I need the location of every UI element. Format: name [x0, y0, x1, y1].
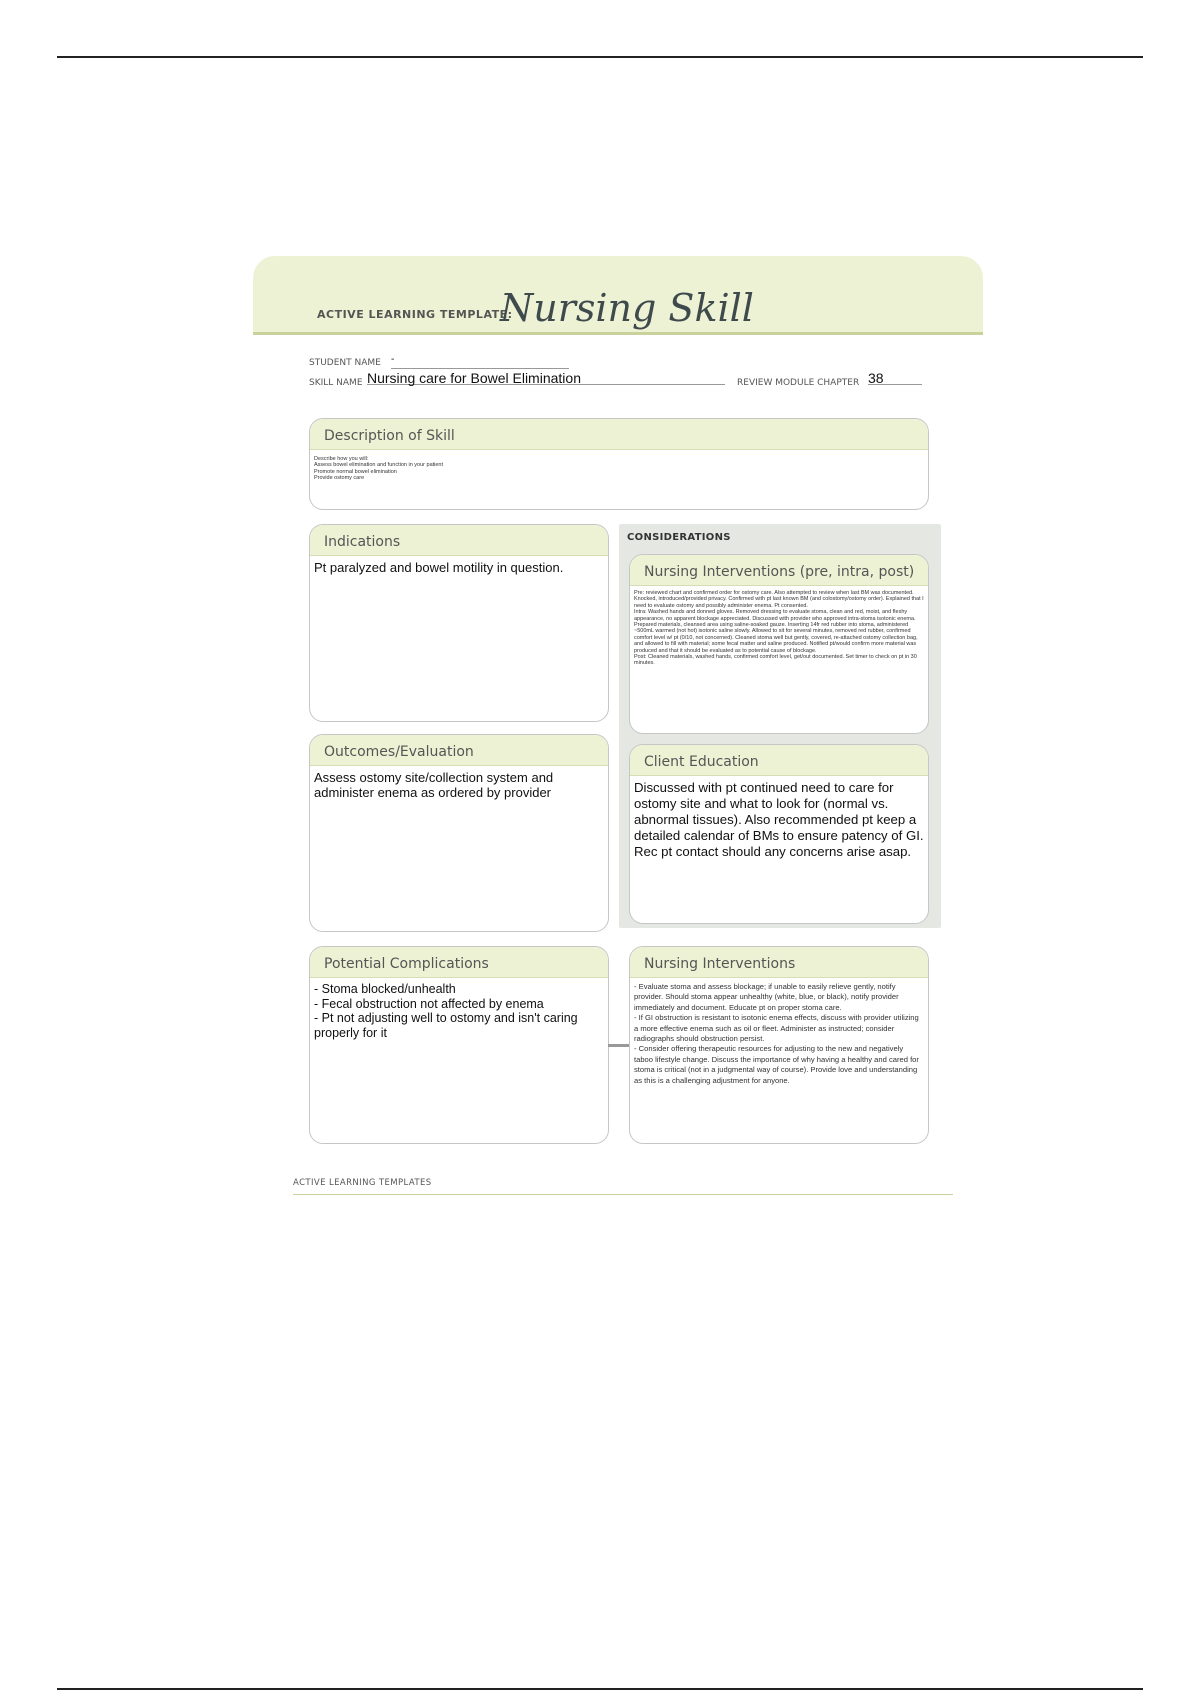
client-education-text[interactable]: Discussed with pt continued need to care for ostomy site and what to look for (normal vs. abnormal tissues). Also recommended pt keep a detailed calendar of BMs to ensure patency of GI. Rec pt contact should any concerns arise asap. [634, 780, 924, 859]
considerations-panel [619, 524, 941, 928]
description-text[interactable]: Describe how you will: Assess bowel elimination and function in your patient Promote normal bowel elimination Provide ostomy care [314, 456, 444, 482]
nursing-interventions-pip-box [629, 554, 929, 734]
outcomes-box [309, 734, 609, 932]
complications-title: Potential Complications [310, 947, 608, 978]
description-title: Description of Skill [310, 419, 928, 450]
indications-title: Indications [310, 525, 608, 556]
nursing-interventions-box [629, 946, 929, 1144]
student-name-label: STUDENT NAME [309, 358, 381, 368]
review-module-label: REVIEW MODULE CHAPTER [737, 378, 860, 388]
template-label: ACTIVE LEARNING TEMPLATE: [317, 308, 513, 321]
bottom-rule [57, 1688, 1143, 1690]
nursing-interventions-title: Nursing Interventions [630, 947, 928, 978]
outcomes-title: Outcomes/Evaluation [310, 735, 608, 766]
template-banner [253, 256, 983, 335]
top-rule [57, 56, 1143, 58]
skill-name-field[interactable]: Nursing care for Bowel Elimination [367, 370, 725, 385]
nursing-skill-template [253, 256, 983, 1201]
client-education-box [629, 744, 929, 924]
skill-name-label: SKILL NAME [309, 378, 363, 388]
nursing-interventions-text[interactable]: - Evaluate stoma and assess blockage; if unable to easily relieve gently, notify provider. Should stoma appear unhealthy (white, blue, or black), notify provider immediately and document. Educate pt on proper stoma care. - If GI obstruction is resistant to isotonic enema effects, discuss with provider utilizing a more effective enema such as oil or fleet. Administer as instructed; consider radiographs should obstruction persist. - Consider offering therapeutic resources for adjusting to the new and negatively taboo lifestyle change. Discuss the importance of why having a healthy and cared for stoma is critical (not in a judgmental way of course). Provide love and understanding as this is a challenging adjustment for anyone. [634, 982, 919, 1085]
indications-box [309, 524, 609, 722]
indications-text[interactable]: Pt paralyzed and bowel motility in question. [314, 560, 564, 575]
complications-text[interactable]: - Stoma blocked/unhealth - Fecal obstruction not affected by enema - Pt not adjusting well to ostomy and isn't caring properly for it [314, 982, 578, 1040]
nursing-interventions-pip-text[interactable]: Pre: reviewed chart and confirmed order for ostomy care. Also attempted to review when last BM was documented. Knocked, introduced/provided privacy. Confirmed with pt last known BM (and colostomy/ostomy order). Explained that I need to evaluate ostomy and possibly administer enema. Pt consented. Intra: Washed hands and donned gloves. Removed dressing to evaluate stoma, clean and red, moist, and fleshy appearance, no apparent blockage appreciated. Discussed with provider who approved intra-stoma isotonic enema. Prepared materials, cleansed area using saline-soaked gauze. Inserting 14fr red rubber into stoma, administered ~500mL warmed (not hot) isotonic saline slowly. Allowed to sit for several minutes, removed red rubber, confirmed comfort level w/ pt (0/10, not concerned). Cleaned stoma well but gently, covered, re-attached ostomy collection bag, and allowed to fill with material; some fecal matter and saline produced. Notified pt/would confirm more material was produced and that it should be evaluated as to potential cause of blockage. Post: Cleaned materials, washed hands, confirmed comfort level, get/out documented. Set timer to check on pt in 30 minutes. [634, 590, 924, 667]
outcomes-text[interactable]: Assess ostomy site/collection system and administer enema as ordered by provider [314, 770, 554, 800]
review-module-field[interactable]: 38 [868, 370, 922, 385]
client-education-title: Client Education [630, 745, 928, 776]
description-box [309, 418, 929, 510]
complications-connector [608, 1044, 630, 1047]
footer-rule [293, 1194, 953, 1195]
nursing-interventions-pip-title: Nursing Interventions (pre, intra, post) [630, 555, 928, 586]
considerations-label: CONSIDERATIONS [627, 532, 731, 543]
complications-box [309, 946, 609, 1144]
template-title: Nursing Skill [500, 286, 754, 330]
student-name-field[interactable]: - [391, 354, 569, 369]
footer-label: ACTIVE LEARNING TEMPLATES [293, 1178, 432, 1188]
